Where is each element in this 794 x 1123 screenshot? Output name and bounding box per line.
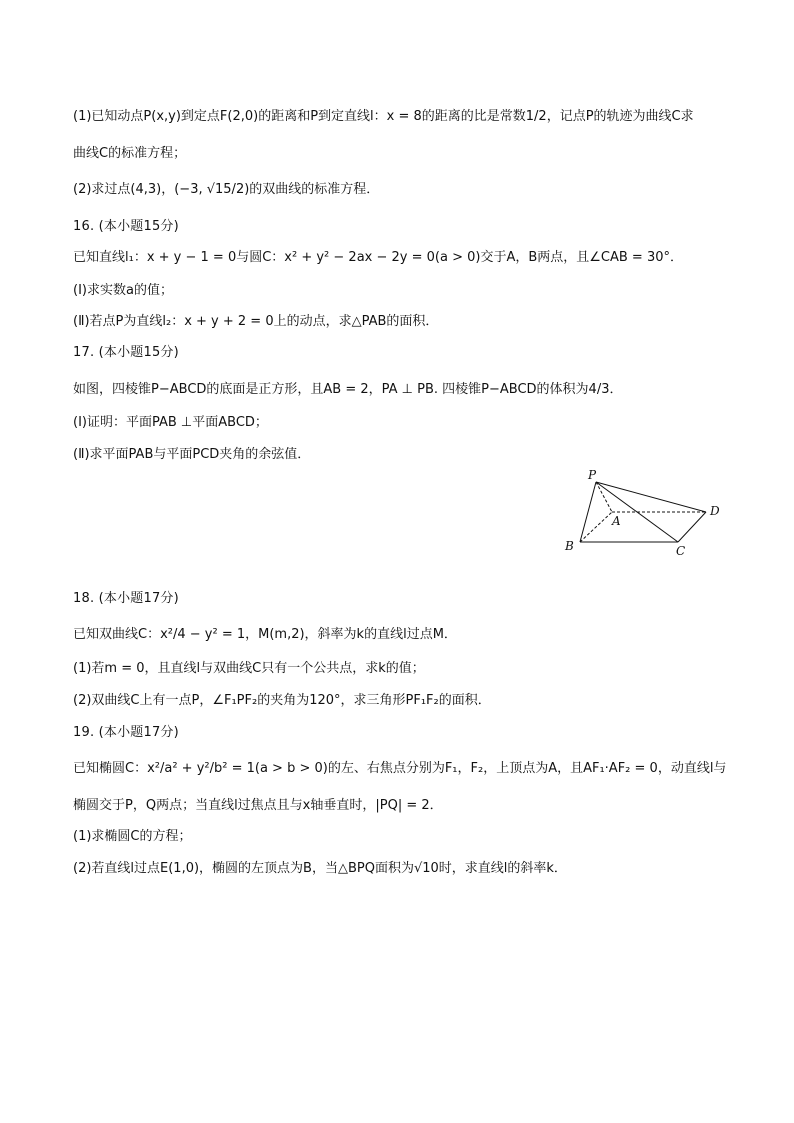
problem-19-part-1: (1)求椭圆C的方程； xyxy=(73,829,192,844)
problem-18-heading: 18. (本小题17分) xyxy=(73,591,179,606)
problem-18-statement: 已知双曲线C：x²/4 − y² = 1，M(m,2)，斜率为k的直线l过点M． xyxy=(73,627,457,642)
text-line-3: (2)求过点(4,3)，(−3, √15/2)的双曲线的标准方程． xyxy=(73,182,380,197)
problem-19-statement: 已知椭圆C：x²/a² + y²/b² = 1(a > b > 0)的左、右焦点分别为F₁，F₂，上顶点为A，且AF₁·AF₂ = 0，动直线l与 xyxy=(73,761,727,776)
problem-17-heading: 17. (本小题15分) xyxy=(73,345,179,360)
problem-17-part-2: (Ⅱ)求平面PAB与平面PCD夹角的余弦值． xyxy=(73,447,311,462)
vertex-label-b: B xyxy=(565,539,574,553)
problem-16-part-1: (Ⅰ)求实数a的值； xyxy=(73,283,173,298)
problem-19-part-2: (2)若直线l过点E(1,0)，椭圆的左顶点为B，当△BPQ面积为√10时，求直线l的斜率k． xyxy=(73,861,567,876)
pyramid-figure xyxy=(560,462,730,562)
text-line-2: 曲线C的标准方程； xyxy=(73,146,187,161)
problem-19-heading: 19. (本小题17分) xyxy=(73,725,179,740)
problem-17-part-1: (Ⅰ)证明：平面PAB ⊥平面ABCD； xyxy=(73,415,268,430)
problem-19-statement-cont: 椭圆交于P，Q两点；当直线l过焦点且与x轴垂直时，|PQ| = 2． xyxy=(73,798,443,813)
vertex-label-p: P xyxy=(588,468,597,482)
text-line-1: (1)已知动点P(x,y)到定点F(2,0)的距离和P到定直线l：x = 8的距离的比是常数1/2，记点P的轨迹为曲线C求 xyxy=(73,109,694,124)
problem-16-part-2: (Ⅱ)若点P为直线l₂：x + y + 2 = 0上的动点，求△PAB的面积． xyxy=(73,314,439,329)
problem-17-statement: 如图，四棱锥P−ABCD的底面是正方形，且AB = 2，PA ⊥ PB. 四棱锥P−ABCD的体积为4/3． xyxy=(73,382,623,397)
problem-16-statement: 已知直线l₁：x + y − 1 = 0与圆C：x² + y² − 2ax − 2y = 0(a > 0)交于A，B两点，且∠CAB = 30°． xyxy=(73,250,683,265)
vertex-label-d: D xyxy=(710,504,720,518)
vertex-label-c: C xyxy=(676,544,686,558)
problem-18-part-2: (2)双曲线C上有一点P，∠F₁PF₂的夹角为120°，求三角形PF₁F₂的面积． xyxy=(73,693,491,708)
vertex-label-a: A xyxy=(612,514,621,528)
problem-16-heading: 16. (本小题15分) xyxy=(73,219,179,234)
problem-18-part-1: (1)若m = 0，且直线l与双曲线C只有一个公共点，求k的值； xyxy=(73,661,425,676)
